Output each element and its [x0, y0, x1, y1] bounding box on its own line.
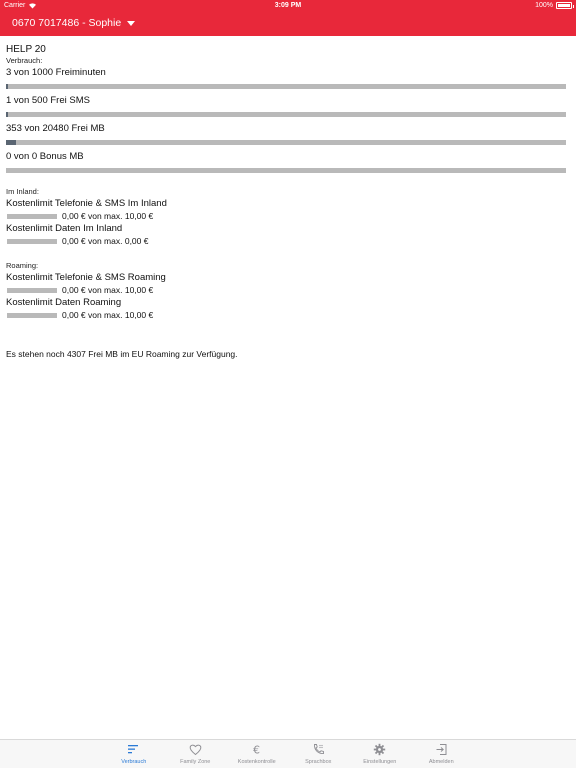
inland-limits: [6, 198, 566, 247]
usage-list-icon: [127, 743, 140, 756]
tab-family-zone[interactable]: [165, 740, 227, 768]
usage-text: 353 von 20480 Frei MB: [6, 123, 105, 134]
limit-title: Kostenlimit Daten Im Inland: [6, 223, 123, 234]
svg-text:€: €: [253, 743, 261, 756]
limit-row: [6, 235, 566, 247]
account-label: 0670 7017486 - Sophie: [12, 17, 122, 29]
limit-progress-bar: [7, 239, 57, 244]
clock: 3:09 PM: [274, 2, 302, 9]
usage-progress-fill: [6, 84, 8, 89]
eu-roaming-info: Es stehen noch 4307 Frei MB im EU Roaming zur Verfügung.: [6, 349, 238, 359]
tariff-name: HELP 20: [6, 44, 46, 55]
inland-section: [6, 187, 566, 247]
limit-row: [6, 210, 566, 222]
euro-icon: [250, 743, 263, 756]
usage-label: Verbrauch:: [6, 56, 43, 65]
inland-label: Im Inland:: [6, 187, 39, 196]
caret-down-icon: [127, 21, 135, 26]
limit-title: Kostenlimit Telefonie & SMS Roaming: [6, 272, 166, 283]
tab-label: Kostenkontrolle: [237, 759, 276, 765]
tab-label: Family Zone: [180, 759, 211, 765]
usage-progress-bar: [6, 84, 566, 89]
tab-einstellungen[interactable]: [349, 740, 411, 768]
limit-value: 0,00 € von max. 0,00 €: [62, 236, 149, 246]
app-header: [0, 0, 576, 36]
account-selector[interactable]: [12, 17, 135, 29]
usage-progress-bar: [6, 140, 566, 145]
tab-list: [103, 740, 472, 768]
usage-text: 1 von 500 Frei SMS: [6, 95, 90, 106]
roaming-section: [6, 261, 566, 321]
limit-title: Kostenlimit Telefonie & SMS Im Inland: [6, 198, 167, 209]
heart-icon: [189, 743, 202, 756]
usage-progress-fill: [6, 112, 8, 117]
usage-progress-bar: [6, 112, 566, 117]
limit-value: 0,00 € von max. 10,00 €: [62, 211, 154, 221]
gear-icon: [373, 743, 386, 756]
tab-label: Verbrauch: [121, 759, 147, 765]
status-bar: [0, 0, 576, 12]
limit-value: 0,00 € von max. 10,00 €: [62, 285, 154, 295]
usage-progress-bar: [6, 168, 566, 173]
battery-percent: 100%: [535, 2, 553, 9]
usage-list: [6, 67, 566, 173]
limit-title: Kostenlimit Daten Roaming: [6, 297, 122, 308]
voicemail-phone-icon: [312, 743, 325, 756]
limit-row: [6, 309, 566, 321]
limit-progress-bar: [7, 288, 57, 293]
limit-progress-bar: [7, 214, 57, 219]
tab-bar: [0, 739, 576, 768]
limit-value: 0,00 € von max. 10,00 €: [62, 310, 154, 320]
tab-sprachbox[interactable]: [288, 740, 350, 768]
battery-icon: [556, 2, 572, 9]
usage-text: 0 von 0 Bonus MB: [6, 151, 84, 162]
roaming-limits: [6, 272, 566, 321]
usage-progress-fill: [6, 140, 16, 145]
carrier-label: Carrier: [4, 2, 26, 9]
tab-kostenkontrolle[interactable]: [226, 740, 288, 768]
tab-abmelden[interactable]: [411, 740, 473, 768]
status-right: [535, 2, 572, 9]
logout-icon: [435, 743, 448, 756]
limit-progress-bar: [7, 313, 57, 318]
tab-verbrauch[interactable]: [103, 740, 165, 768]
tab-label: Abmelden: [428, 759, 454, 765]
tab-label: Sprachbox: [305, 759, 332, 765]
roaming-label: Roaming:: [6, 261, 39, 270]
main-content: [6, 44, 566, 359]
tab-label: Einstellungen: [363, 759, 397, 765]
limit-row: [6, 284, 566, 296]
usage-text: 3 von 1000 Freiminuten: [6, 67, 106, 78]
